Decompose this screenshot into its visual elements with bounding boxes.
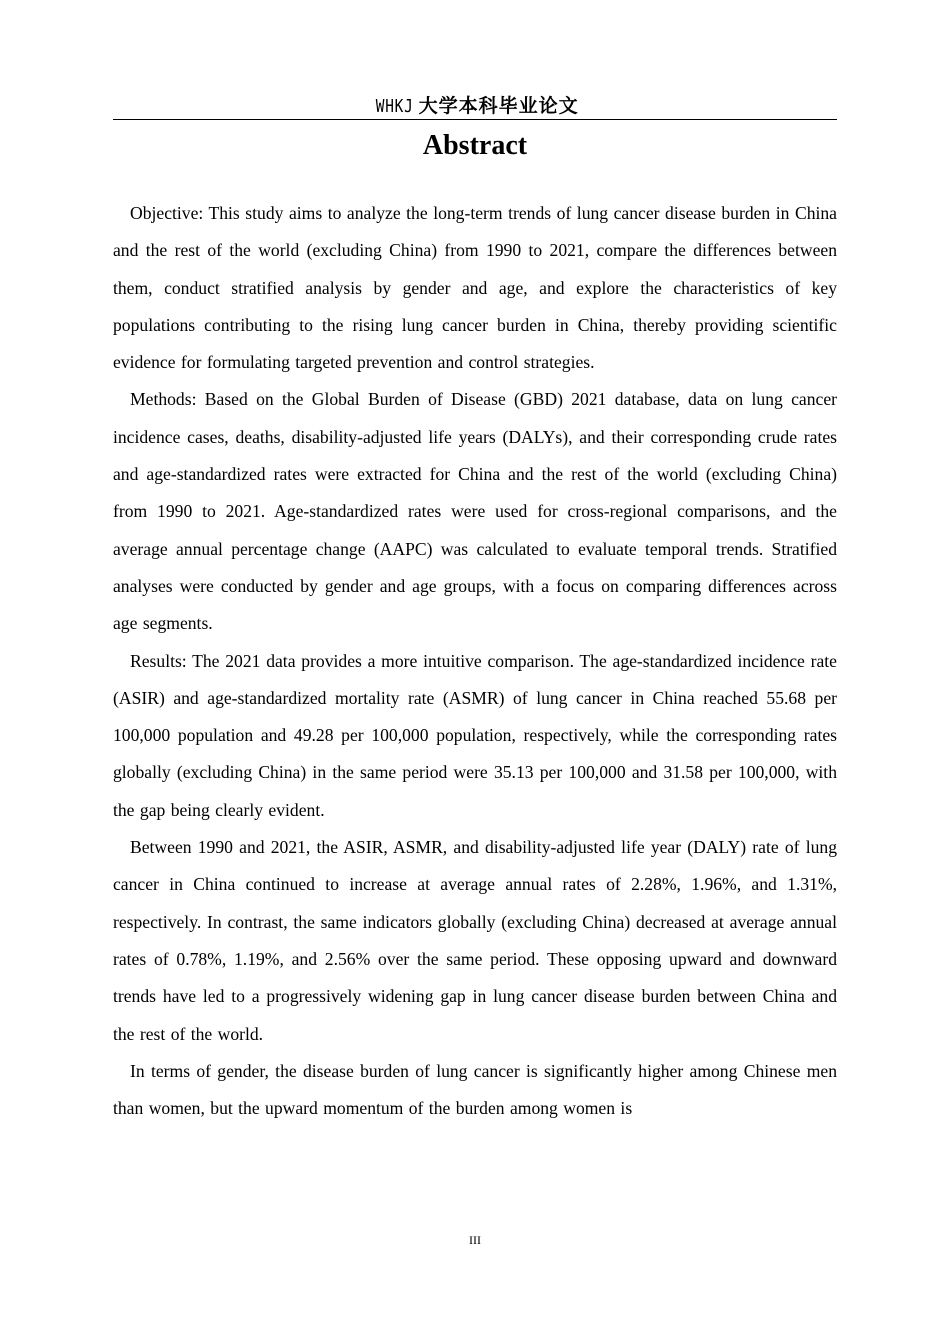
running-header bbox=[113, 94, 837, 119]
page-number: III bbox=[469, 1233, 481, 1247]
paragraph-results: Results: The 2021 data provides a more intuitive comparison. The age-standardized incidence rate (ASIR) and age-standardized mortality rate (ASMR) of lung cancer in China reached 55.68 per 100,000 population and 49.28 per 100,000 population, respectively, while the corresponding rates globally (excluding China) in the same period were 35.13 per 100,000 and 31.58 per 100,000, with the gap being clearly evident. bbox=[113, 650, 837, 820]
paragraph-trends: Between 1990 and 2021, the ASIR, ASMR, and disability-adjusted life year (DALY) rate of lung cancer in China continued to increase at average annual rates of 2.28%, 1.96%, and 1.31%, respectively. In contrast, the same indicators globally (excluding China) decreased at average annual rates of 0.78%, 1.19%, and 2.56% over the same period. These opposing upward and downward trends have led to a progressively widening gap in lung cancer disease burden between China and the rest of the world. bbox=[113, 837, 837, 1044]
header-thesis-label: 大学本科毕业论文 bbox=[418, 95, 579, 117]
abstract-body bbox=[113, 195, 837, 1127]
paragraph-gender: In terms of gender, the disease burden of lung cancer is significantly higher among Chinese men than women, but the upward momentum of the burden among women is bbox=[113, 1060, 837, 1119]
paragraph-objective: Objective: This study aims to analyze the long-term trends of lung cancer disease burden in China and the rest of the world (excluding China) from 1990 to 2021, compare the differences between them, conduct stratified analysis by gender and age, and explore the characteristics of key populations contributing to the rising lung cancer burden in China, thereby providing scientific evidence for formulating targeted prevention and control strategies. bbox=[113, 203, 837, 373]
header-rule bbox=[113, 119, 837, 120]
header-university-code: WHKJ bbox=[376, 96, 414, 117]
paragraph-methods: Methods: Based on the Global Burden of Disease (GBD) 2021 database, data on lung cancer incidence cases, deaths, disability-adjusted life years (DALYs), and their corresponding crude rates and age-standardized rates were extracted for China and the rest of the world (excluding China) from 1990 to 2021. Age-standardized rates were used for cross-regional comparisons, and the average annual percentage change (AAPC) was calculated to evaluate temporal trends. Stratified analyses were conducted by gender and age groups, with a focus on comparing differences across age segments. bbox=[113, 389, 837, 634]
page-title: Abstract bbox=[422, 130, 528, 161]
